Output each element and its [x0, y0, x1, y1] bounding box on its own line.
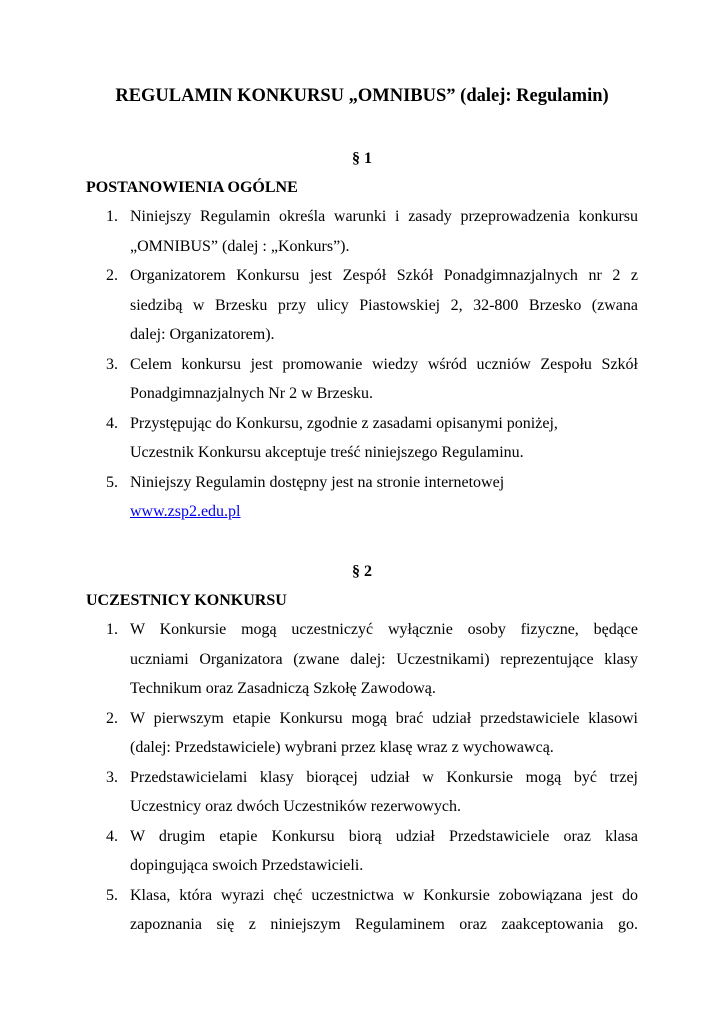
- list-item-line: Uczestnik Konkursu akceptuje treść niniejszego Regulaminu.: [130, 444, 524, 461]
- section-1-mark: § 1: [352, 150, 372, 167]
- website-link[interactable]: www.zsp2.edu.pl: [130, 503, 241, 520]
- section-2-heading: UCZESTNICY KONKURSU: [86, 592, 287, 609]
- list-item-line: dalej: Organizatorem).: [130, 326, 275, 343]
- list-item-line: W pierwszym etapie Konkursu mogą brać udział przedstawiciele klasowi: [130, 709, 638, 727]
- list-item-line: Przedstawicielami klasy biorącej udział w Konkursie mogą być trzej: [130, 768, 638, 786]
- list-item: [0, 261, 724, 350]
- list-item-line: [130, 497, 638, 527]
- list-item: [0, 350, 724, 409]
- list-item-number: 3.: [106, 355, 118, 373]
- list-item: [0, 881, 724, 940]
- list-item-line: Ponadgimnazjalnych Nr 2 w Brzesku.: [130, 385, 374, 402]
- document-title: REGULAMIN KONKURSU „OMNIBUS” (dalej: Regulamin): [115, 86, 609, 106]
- list-item-number: 4.: [106, 827, 118, 845]
- list-item-line: Uczestnicy oraz dwóch Uczestników rezerwowych.: [130, 798, 461, 815]
- list-item-line: (dalej: Przedstawiciele) wybrani przez klasę wraz z wychowawcą.: [130, 739, 554, 756]
- list-item-line: Niniejszy Regulamin określa warunki i zasady przeprowadzenia konkursu: [130, 208, 638, 225]
- list-item-line: Przystępując do Konkursu, zgodnie z zasadami opisanymi poniżej,: [130, 414, 558, 432]
- list-item-number: 2.: [106, 267, 118, 284]
- list-item-line: zapoznania się z niniejszym Regulaminem oraz zaakceptowania go.: [130, 916, 638, 933]
- list-item: [0, 704, 724, 763]
- section-2-mark: § 2: [352, 563, 372, 580]
- list-item-line: Technikum oraz Zasadniczą Szkołę Zawodową.: [130, 680, 436, 697]
- list-item: [0, 615, 724, 704]
- section-2-list: [0, 615, 724, 940]
- section-1-list: [0, 202, 724, 527]
- list-item-number: 5.: [106, 886, 118, 904]
- list-item-line: uczniami Organizatora (zwane dalej: Uczestnikami) reprezentujące klasy: [130, 650, 638, 668]
- list-item-line: siedzibą w Brzesku przy ulicy Piastowskiej 2, 32-800 Brzesko (zwana: [130, 296, 638, 314]
- list-item: [0, 202, 724, 261]
- list-item-number: 4.: [106, 414, 118, 432]
- list-item-number: 5.: [106, 473, 118, 491]
- list-item-line: Klasa, która wyrazi chęć uczestnictwa w Konkursie zobowiązana jest do: [130, 886, 638, 904]
- list-item: [0, 822, 724, 881]
- list-item-number: 3.: [106, 768, 118, 786]
- list-item-number: 1.: [106, 621, 118, 638]
- list-item: [0, 763, 724, 822]
- list-item-line: W drugim etapie Konkursu biorą udział Przedstawiciele oraz klasa: [130, 827, 638, 845]
- list-item-line: dopingująca swoich Przedstawicieli.: [130, 857, 364, 874]
- list-item-line: „OMNIBUS” (dalej : „Konkurs”).: [130, 237, 350, 255]
- list-item-number: 1.: [106, 208, 118, 225]
- list-item: [0, 468, 724, 527]
- list-item: [0, 409, 724, 468]
- list-item-line: Celem konkursu jest promowanie wiedzy wśród uczniów Zespołu Szkół: [130, 355, 638, 373]
- list-item-line: W Konkursie mogą uczestniczyć wyłącznie osoby fizyczne, będące: [130, 621, 638, 638]
- section-1-heading: POSTANOWIENIA OGÓLNE: [86, 179, 298, 196]
- list-item-line: Organizatorem Konkursu jest Zespół Szkół Ponadgimnazjalnych nr 2 z: [130, 267, 638, 284]
- list-item-number: 2.: [106, 709, 118, 727]
- list-item-line: Niniejszy Regulamin dostępny jest na stronie internetowej: [130, 473, 505, 491]
